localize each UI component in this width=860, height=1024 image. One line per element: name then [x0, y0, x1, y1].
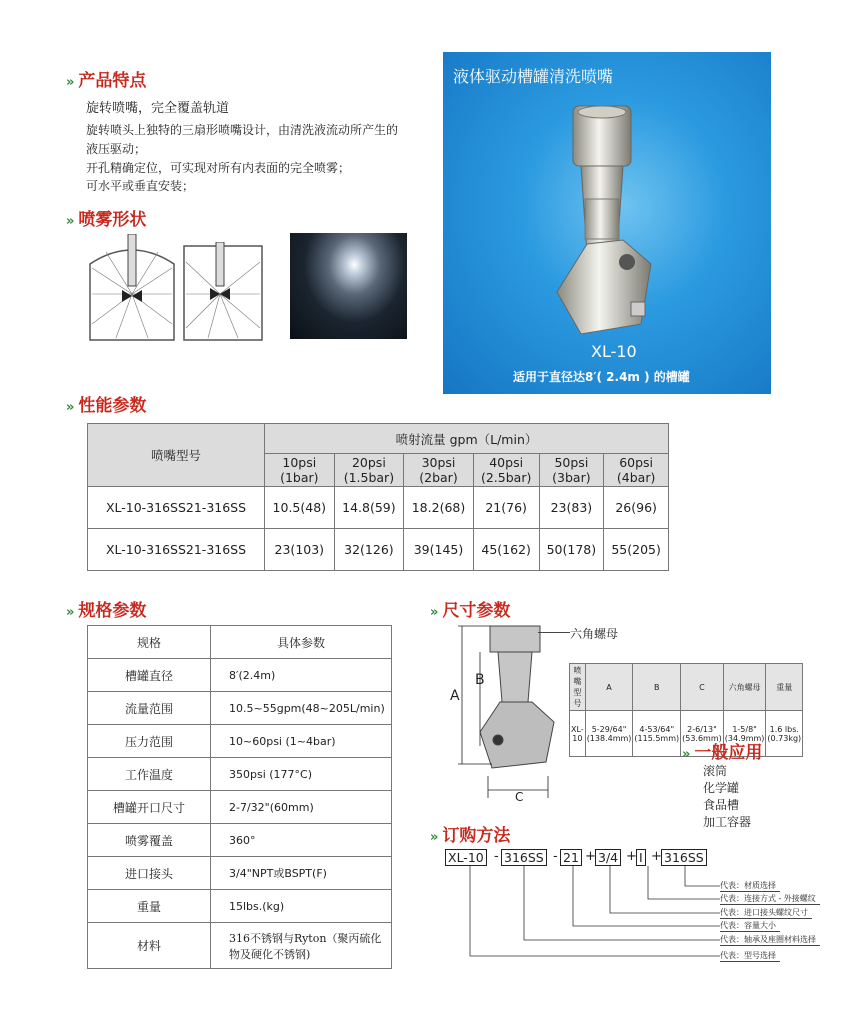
order-legend-item: 代表：材质选择	[720, 880, 780, 892]
table-row: 重量 15lbs.(kg)	[88, 890, 392, 923]
order-code-part: 21	[560, 849, 582, 866]
table-row: 工作温度 350psi (177°C)	[88, 758, 392, 791]
order-legend-item: 代表：轴承及座圈材料选择	[720, 934, 820, 946]
spray-diagram-horizontal	[86, 234, 178, 344]
product-model: XL-10	[591, 342, 637, 361]
table-row: 槽罐直径 8′(2.4m)	[88, 659, 392, 692]
dim-letter-b: B	[475, 672, 485, 688]
hex-nut-label: 六角螺母	[570, 627, 619, 641]
table-row: 喷雾覆盖 360°	[88, 824, 392, 857]
application-item: 食品槽	[703, 798, 740, 812]
features-line-2: 旋转喷头上独特的三扇形喷嘴设计，由清洗液流动所产生的	[86, 123, 399, 137]
order-legend-item: 代表：进口接头螺纹尺寸	[720, 907, 812, 919]
order-code-part: 316SS	[501, 849, 547, 866]
order-code-separator: +	[585, 849, 596, 864]
product-panel	[443, 52, 771, 394]
chevron-icon: »	[682, 747, 689, 762]
table-row: XL-10-316SS21-316SS 23(103) 32(126) 39(145) 45(162) 50(178) 55(205)	[88, 529, 669, 571]
specs-table: 规格 具体参数 槽罐直径 8′(2.4m) 流量范围 10.5~55gpm(48~205L/min) 压力范围 10~60psi (1~4bar) 工作温度 350psi (177°C) 槽罐开口尺寸 2-7/32"(60mm) 喷雾覆盖 360° 进口接头 3/4"NPT或BSPT(F) 重量 15lbs.(kg) 材料 316不锈钢与Ryton（聚丙硫化物及硬化不锈钢)	[87, 625, 392, 969]
specs-section-title: » 规格参数	[66, 601, 147, 621]
performance-section-title: » 性能参数	[66, 396, 147, 416]
table-row: XL-10-316SS21-316SS 10.5(48) 14.8(59) 18.2(68) 21(76) 23(83) 26(96)	[88, 487, 669, 529]
spray-section-title: » 喷雾形状	[66, 210, 147, 230]
perf-pressure-1: 10psi (1bar)	[265, 454, 335, 487]
order-code-separator: +	[626, 849, 637, 864]
ordering-section-title: » 订购方法	[430, 826, 511, 846]
chevron-icon: »	[66, 605, 73, 620]
perf-pressure-3: 30psi (2bar)	[404, 454, 474, 487]
features-line-3: 液压驱动；	[86, 142, 147, 156]
performance-table	[87, 423, 669, 571]
chevron-icon: »	[430, 605, 437, 620]
chevron-icon: »	[66, 75, 73, 90]
perf-pressure-5: 50psi (3bar)	[539, 454, 604, 487]
features-section-title: » 产品特点	[66, 71, 147, 91]
table-row: XL-10 5-29/64" (138.4mm) 4-53/64" (115.5mm) 2-6/13" (53.6mm) 1-5/8" (34.9mm) 1.6 lbs. (0.73kg)	[570, 711, 803, 757]
product-heading: 液体驱动槽罐清洗喷嘴	[453, 67, 614, 86]
spray-diagram-vertical	[180, 242, 266, 344]
spray-photo	[290, 233, 407, 339]
dimensions-section-title: » 尺寸参数	[430, 601, 511, 621]
product-caption: 适用于直径达8′( 2.4m ) 的槽罐	[513, 370, 690, 384]
features-line-5: 可水平或垂直安装；	[86, 179, 195, 193]
perf-flow-header: 喷射流量 gpm（L/min）	[265, 424, 669, 454]
order-code-separator: -	[494, 849, 499, 864]
order-legend-item: 代表：容量大小	[720, 920, 780, 932]
order-code-part: 316SS	[661, 849, 707, 866]
order-code-part: I	[636, 849, 646, 866]
dimensions-table: 喷嘴型号 A B C 六角螺母 重量 XL-10 5-29/64" (138.4mm) 4-53/64" (115.5mm) 2-6/13" (53.6mm) 1-5/8" (34.9mm) 1.6 lbs. (0.73kg)	[569, 663, 803, 757]
features-line-1: 旋转喷嘴，完全覆盖轨道	[86, 101, 230, 116]
perf-pressure-2: 20psi (1.5bar)	[334, 454, 404, 487]
order-code-part: 3/4	[595, 849, 621, 866]
chevron-icon: »	[66, 214, 73, 229]
order-code-part: XL-10	[445, 849, 487, 866]
chevron-icon: »	[66, 400, 73, 415]
application-item: 加工容器	[703, 815, 752, 829]
perf-pressure-4: 40psi (2.5bar)	[473, 454, 539, 487]
features-line-4: 开孔精确定位，可实现对所有内表面的完全喷雾；	[86, 161, 351, 175]
applications-section-title: » 一般应用	[682, 743, 763, 763]
nozzle-product-image	[551, 104, 661, 344]
application-item: 滚筒	[703, 764, 728, 778]
dim-letter-c: C	[515, 790, 524, 804]
order-legend-item: 代表：连接方式 - 外接螺纹	[720, 893, 820, 905]
application-item: 化学罐	[703, 781, 740, 795]
order-code-leader-lines	[440, 866, 730, 964]
table-row: 槽罐开口尺寸 2-7/32"(60mm)	[88, 791, 392, 824]
chevron-icon: »	[430, 830, 437, 845]
perf-pressure-6: 60psi (4bar)	[604, 454, 669, 487]
order-legend-item: 代表：型号选择	[720, 950, 780, 962]
order-code-separator: +	[651, 849, 662, 864]
table-row: 流量范围 10.5~55gpm(48~205L/min)	[88, 692, 392, 725]
dimension-drawing	[440, 622, 570, 802]
table-row: 压力范围 10~60psi (1~4bar)	[88, 725, 392, 758]
table-row: 进口接头 3/4"NPT或BSPT(F)	[88, 857, 392, 890]
table-row: 材料 316不锈钢与Ryton（聚丙硫化物及硬化不锈钢)	[88, 923, 392, 969]
order-code-separator: -	[553, 849, 558, 864]
perf-model-header: 喷嘴型号	[88, 424, 265, 487]
dim-letter-a: A	[450, 688, 460, 704]
hex-nut-leader-line	[538, 632, 570, 633]
